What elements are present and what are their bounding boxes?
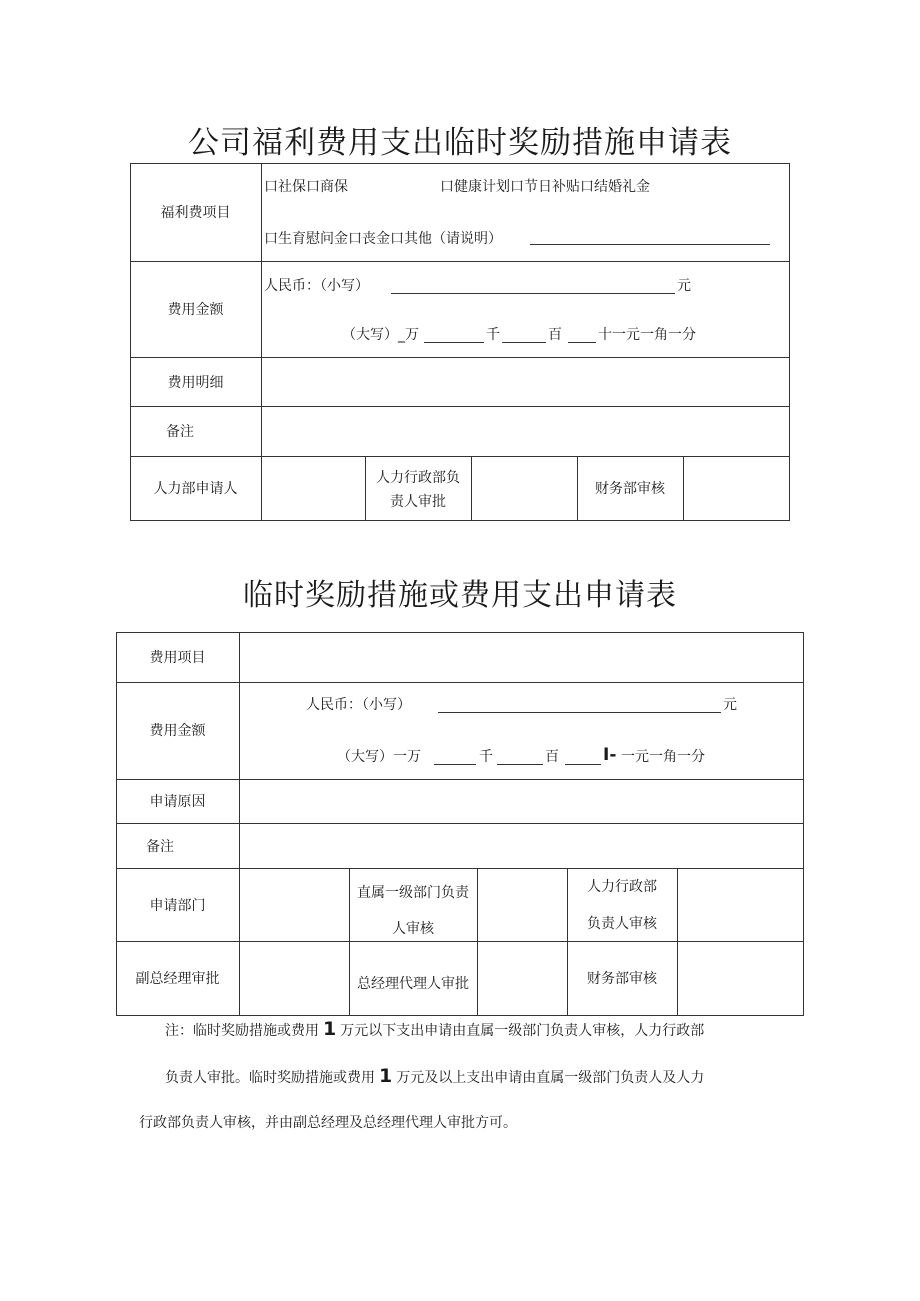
form2-row-divider	[116, 779, 804, 780]
form1-welfare-options-a[interactable]: 口社保口商保	[264, 179, 348, 195]
form2-direct-head-review-1: 直属一级部门负责	[357, 885, 469, 901]
form1-amount-qian: 千	[486, 327, 500, 343]
form2-gm-agent-approval-label: 总经理代理人审批	[357, 976, 469, 992]
form1-row-divider	[130, 261, 790, 262]
form1-amount-small-suffix: 元	[677, 278, 691, 294]
form1-amount-small-prefix: 人民币：（小写）	[264, 278, 369, 294]
form1-col-divider	[683, 456, 684, 521]
form1-welfare-item-label: 福利费项目	[160, 205, 231, 221]
form2-note-line3: 行政部负责人审核，并由副总经理及总经理代理人审批方可。	[139, 1115, 517, 1131]
form1-amount-label: 费用金额	[167, 302, 224, 318]
form2-row-divider	[116, 868, 804, 869]
form1-hr-admin-approval-label-1: 人力行政部负	[376, 470, 460, 486]
form1-hr-admin-approval-label-2: 责人审批	[390, 494, 446, 510]
form2-note-line2	[165, 1066, 704, 1088]
form2-col-divider	[677, 868, 678, 1016]
form1-amount-big-prefix: （大写）_万	[342, 327, 419, 343]
form2-amount-qian-blank[interactable]	[434, 764, 476, 765]
form2-dept-label: 申请部门	[149, 898, 206, 914]
form1-amount-bai: 百	[548, 327, 562, 343]
form1-col-divider	[365, 456, 366, 521]
form1-detail-label: 费用明细	[167, 375, 224, 391]
note-line1-num: 1	[323, 1018, 337, 1040]
form1-hr-applicant-label: 人力部申请人	[153, 481, 238, 497]
form2-amount-label: 费用金额	[149, 723, 206, 739]
form1-row-divider	[130, 357, 790, 358]
note-line1-b: 万元以下支出申请由直属一级部门负责人审核，人力行政部	[340, 1023, 705, 1039]
form1-col-divider	[471, 456, 472, 521]
form2-direct-head-review-2: 人审核	[392, 921, 434, 937]
form1-amount-bai-blank[interactable]	[502, 342, 546, 343]
form2-amount-qian: 千	[479, 749, 493, 765]
form1-amount-qian-blank[interactable]	[424, 342, 484, 343]
form1-row-divider	[130, 406, 790, 407]
form1-amount-shi-blank[interactable]	[568, 342, 596, 343]
form2-row-divider	[116, 823, 804, 824]
note-line2-a: 负责人审批。临时奖励措施或费用	[165, 1070, 375, 1086]
note-line1-a: 注：临时奖励措施或费用	[165, 1023, 319, 1039]
form1-welfare-options-line2[interactable]: 口生育慰问金口丧金口其他（请说明）	[264, 231, 502, 247]
form2-row-divider	[116, 682, 804, 683]
form2-amount-bai-blank[interactable]	[497, 764, 543, 765]
form2-hr-admin-review-2: 负责人审核	[587, 916, 657, 932]
form2-amount-small-prefix: 人民币：（小写）	[306, 697, 411, 713]
form2-amount-shi-blank[interactable]	[565, 764, 601, 765]
form1-amount-big-tail: 十一元一角一分	[598, 327, 696, 343]
note-line2-num: 1	[379, 1065, 393, 1087]
form2-amount-shi-mark: I-	[603, 745, 617, 765]
note-line2-b: 万元及以上支出申请由直属一级部门负责人及人力	[396, 1070, 705, 1086]
form2-row-divider	[116, 941, 804, 942]
form1-col-divider	[261, 163, 262, 521]
form2-amount-big-tail: 一元一角一分	[621, 749, 705, 765]
form2-col-divider	[239, 632, 240, 1016]
form2-remark-label: 备注	[146, 839, 174, 855]
form2-note-line1	[165, 1019, 704, 1041]
form1-finance-review-label: 财务部审核	[595, 481, 665, 497]
form1-row-divider	[130, 456, 790, 457]
form1-remark-label: 备注	[166, 424, 194, 440]
form2-title: 临时奖励措施或费用支出申请表	[243, 578, 677, 613]
form2-amount-small-blank[interactable]	[438, 712, 721, 713]
form1-welfare-options-b[interactable]: 口健康计划口节日补贴口结婚礼金	[440, 179, 650, 195]
form2-amount-big-prefix: （大写）一万	[337, 749, 421, 765]
form2-vp-approval-label: 副总经理审批	[135, 971, 220, 987]
form2-col-divider	[477, 868, 478, 1016]
form1-title: 公司福利费用支出临时奖励措施申请表	[188, 125, 732, 161]
form2-item-label: 费用项目	[149, 650, 206, 666]
form2-finance-review-label: 财务部审核	[587, 971, 657, 987]
form2-reason-label: 申请原因	[149, 794, 206, 810]
form2-amount-small-suffix: 元	[723, 697, 737, 713]
form2-table	[116, 632, 804, 1016]
form2-hr-admin-review-1: 人力行政部	[587, 879, 657, 895]
form1-amount-small-blank[interactable]	[391, 293, 675, 294]
form2-amount-bai: 百	[545, 749, 559, 765]
form1-other-explain-blank[interactable]	[530, 244, 770, 245]
